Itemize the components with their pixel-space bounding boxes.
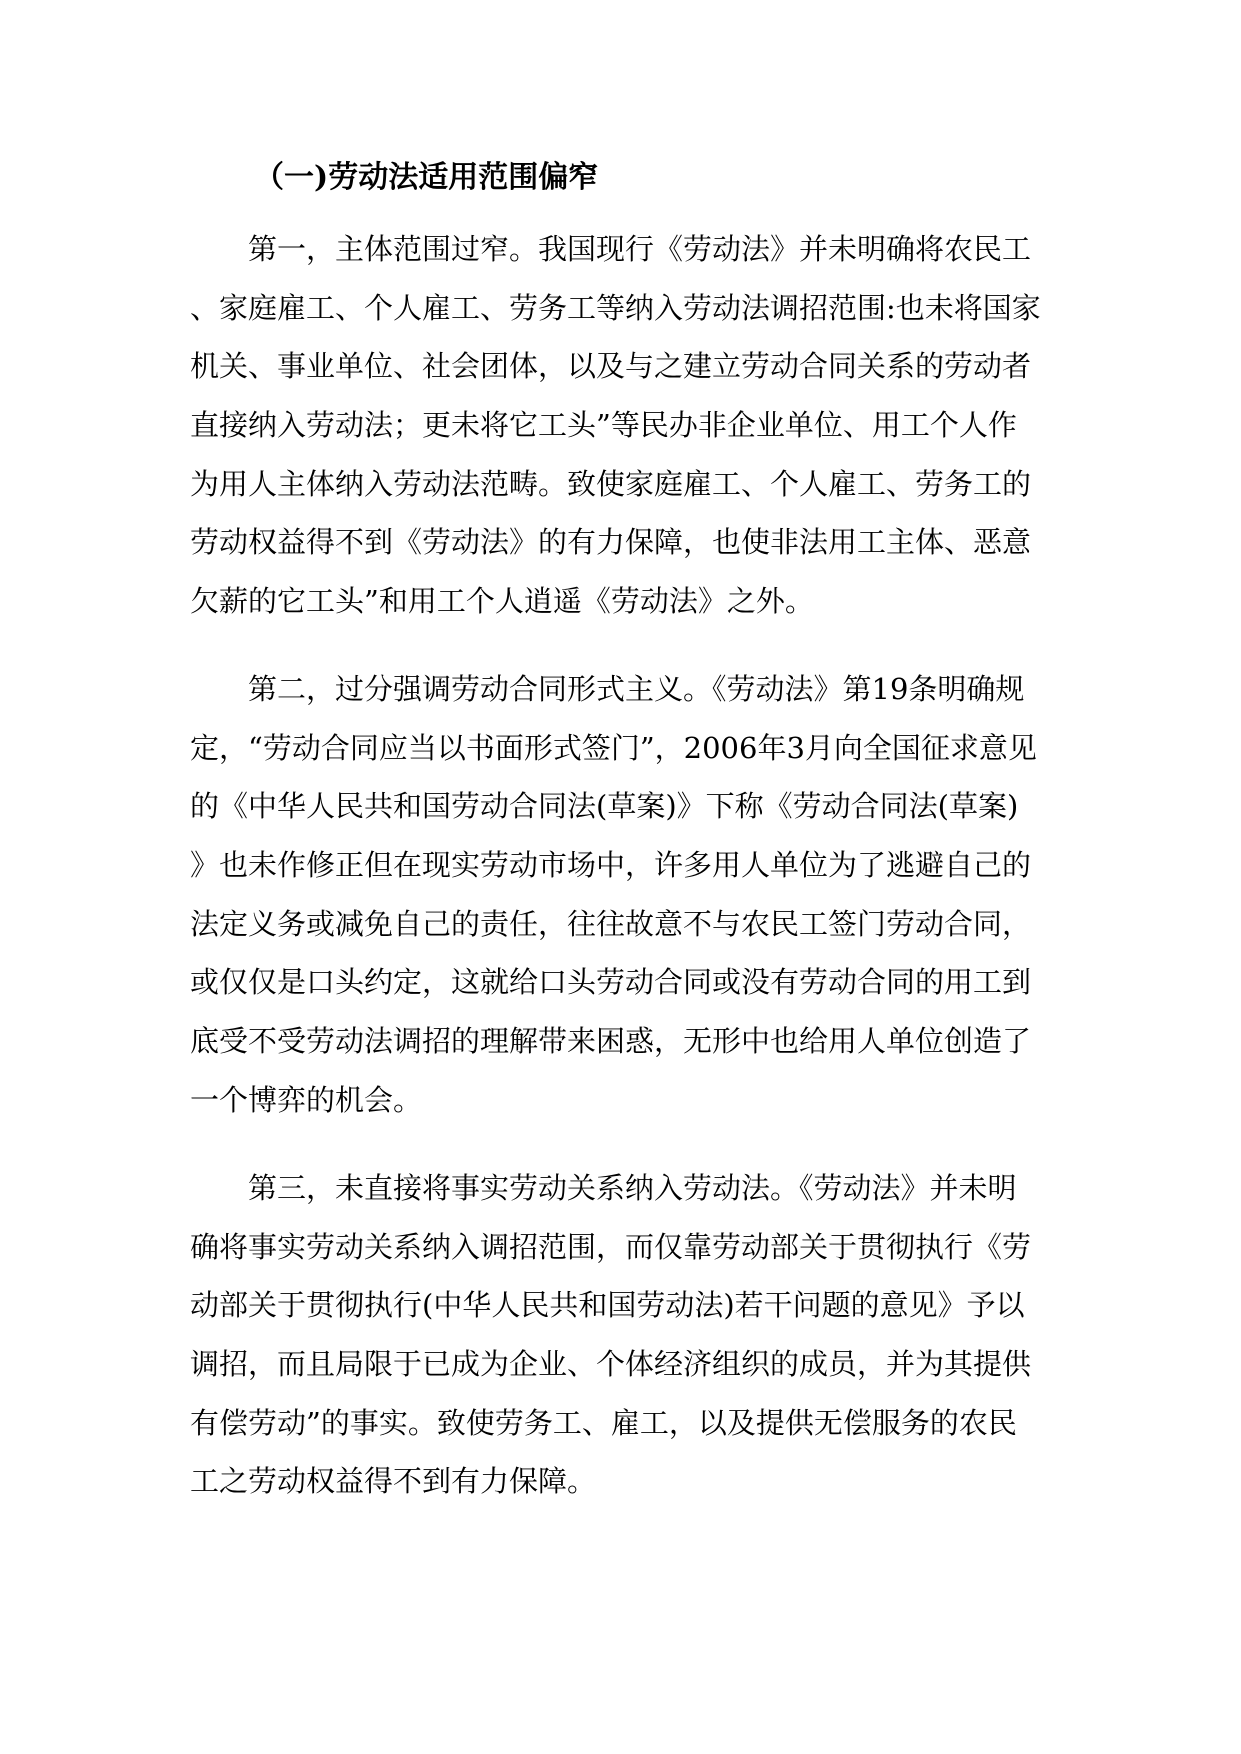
paragraph-1-line-7: 欠薪的它工头”和用工个人逍遥《劳动法》之外。 xyxy=(190,584,814,618)
paragraph-1-line-1: 第一，主体范围过窄。我国现行《劳动法》并未明确将农民工 xyxy=(248,232,1032,266)
paragraph-3-line-4: 调招，而且局限于已成为企业、个体经济组织的成员，并为其提供 xyxy=(190,1347,1032,1381)
paragraph-3-line-2: 确将事实劳动关系纳入调招范围，而仅靠劳动部关于贯彻执行《劳 xyxy=(190,1230,1032,1264)
paragraph-2-line-8: 一个博弈的机会。 xyxy=(190,1083,423,1117)
paragraph-1-line-5: 为用人主体纳入劳动法范畴。致使家庭雇工、个人雇工、劳务工的 xyxy=(190,467,1032,501)
paragraph-3-line-5: 有偿劳动”的事实。致使劳务工、雇工，以及提供无偿服务的农民 xyxy=(190,1406,1017,1440)
paragraph-1-line-3: 机关、事业单位、社会团体，以及与之建立劳动合同关系的劳动者 xyxy=(190,349,1032,383)
paragraph-2-line-7: 底受不受劳动法调招的理解带来困惑，无形中也给用人单位创造了 xyxy=(190,1024,1032,1058)
paragraph-1-line-2: 、家庭雇工、个人雇工、劳务工等纳入劳动法调招范围:也未将国家 xyxy=(190,291,1041,325)
paragraph-1-line-4: 直接纳入劳动法；更未将它工头”等民办非企业单位、用工个人作 xyxy=(190,408,1017,442)
paragraph-3-line-6: 工之劳动权益得不到有力保障。 xyxy=(190,1464,597,1498)
paragraph-1-line-6: 劳动权益得不到《劳动法》的有力保障，也使非法用工主体、恶意 xyxy=(190,525,1032,559)
paragraph-3-line-3: 动部关于贯彻执行(中华人民共和国劳动法)若干问题的意见》予以 xyxy=(190,1288,1025,1322)
section-heading: （一)劳动法适用范围偏窄 xyxy=(254,160,599,195)
paragraph-2-line-1: 第二，过分强调劳动合同形式主义。《劳动法》第19条明确规 xyxy=(248,672,1025,706)
paragraph-2-line-5: 法定义务或减免自己的责任，往往故意不与农民工签门劳动合同， xyxy=(190,907,1032,941)
paragraph-2-line-6: 或仅仅是口头约定，这就给口头劳动合同或没有劳动合同的用工到 xyxy=(190,965,1032,999)
paragraph-2-line-4: 》也未作修正但在现实劳动市场中，许多用人单位为了逃避自己的 xyxy=(190,848,1032,882)
paragraph-3-line-1: 第三，未直接将事实劳动关系纳入劳动法。《劳动法》并未明 xyxy=(248,1171,1017,1205)
paragraph-2-line-3: 的《中华人民共和国劳动合同法(草案)》下称《劳动合同法(草案) xyxy=(190,789,1019,823)
paragraph-2-line-2: 定，“劳动合同应当以书面形式签门”，2006年3月向全国征求意见 xyxy=(190,731,1037,765)
